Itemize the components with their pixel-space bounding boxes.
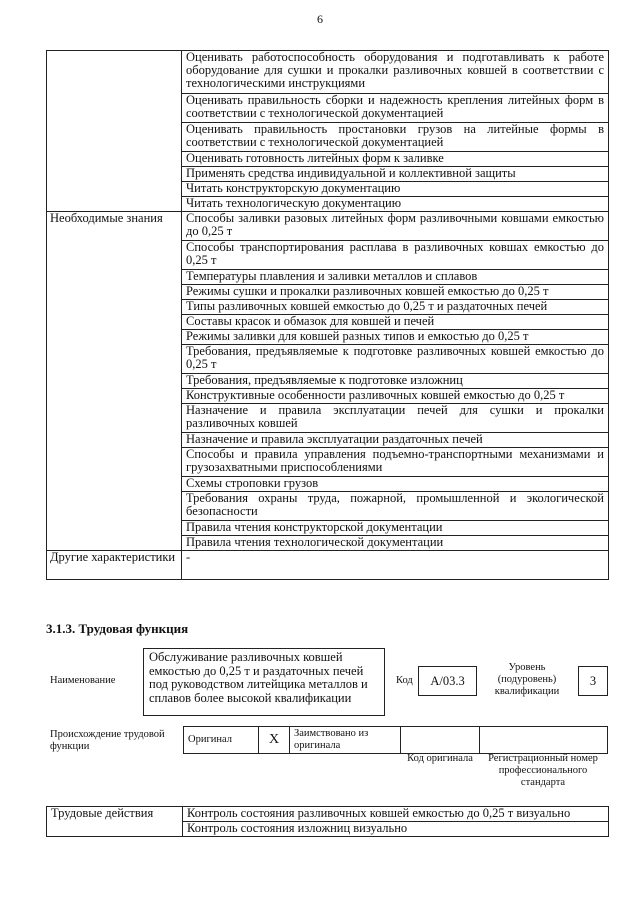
skills-knowledge-table (46, 50, 609, 580)
original-label: Оригинал (184, 727, 259, 754)
qualification-level-label: Уровень (подуровень) квалификации (494, 662, 560, 697)
section-title: 3.1.3. Трудовая функция (46, 621, 189, 636)
other-characteristics-label: Другие характеристики (47, 551, 182, 580)
knowledge-row: Требования, предъявляемые к подготовке разливочных ковшей емкостью до 0,25 т (182, 345, 609, 374)
knowledge-row: Режимы сушки и прокалки разливочных ковшей емкостью до 0,25 т (182, 285, 609, 300)
knowledge-row: Назначение и правила эксплуатации печей для сушки и прокалки разливочных ковшей (182, 404, 609, 433)
skill-row: Читать конструкторскую документацию (182, 182, 609, 197)
origin-table (183, 726, 608, 754)
borrowed-label: Заимствовано из оригинала (290, 727, 401, 754)
knowledge-row: Способы транспортирования расплава в разливочных ковшах емкостью до 0,25 т (182, 241, 609, 270)
origin-label: Происхождение трудовой функции (50, 729, 165, 752)
knowledge-row: Правила чтения конструкторской документации (182, 521, 609, 536)
knowledge-row: Составы красок и обмазок для ковшей и печей (182, 315, 609, 330)
actions-label: Трудовые действия (47, 807, 183, 837)
skill-row: Применять средства индивидуальной и коллективной защиты (182, 167, 609, 182)
origin-code-label: Код оригинала (407, 753, 473, 764)
knowledge-row: Типы разливочных ковшей емкостью до 0,25 т и раздаточных печей (182, 300, 609, 315)
actions-table (46, 806, 609, 837)
knowledge-row: Правила чтения технологической документации (182, 536, 609, 551)
name-label: Наименование (50, 675, 116, 686)
page-number: 6 (317, 12, 323, 26)
code-label: Код (396, 675, 413, 686)
knowledge-row: Конструктивные особенности разливочных ковшей емкостью до 0,25 т (182, 389, 609, 404)
function-code-box: A/03.3 (418, 666, 477, 696)
knowledge-row: Способы и правила управления подъемно-транспортными механизмами и грузозахватными приспособлениями (182, 448, 609, 477)
function-name-box: Обслуживание разливочных ковшей емкостью до 0,25 т и раздаточных печей под руководством литейщика металлов и сплавов более высокой квалификации (143, 648, 385, 716)
skill-row: Оценивать готовность литейных форм к заливке (182, 152, 609, 167)
knowledge-row: Режимы заливки для ковшей разных типов и емкостью до 0,25 т (182, 330, 609, 345)
continued-label-cell (47, 51, 182, 212)
knowledge-row: Требования, предъявляемые к подготовке изложниц (182, 374, 609, 389)
knowledge-row: Температуры плавления и заливки металлов и сплавов (182, 270, 609, 285)
knowledge-row: Назначение и правила эксплуатации раздаточных печей (182, 433, 609, 448)
skill-row: Оценивать правильность простановки грузов на литейные формы в соответствии с технологической документацией (182, 123, 609, 152)
action-row: Контроль состояния разливочных ковшей емкостью до 0,25 т визуально (183, 807, 609, 822)
qualification-level-box: 3 (578, 666, 608, 696)
skill-row: Читать технологическую документацию (182, 197, 609, 212)
other-characteristics-value: - (182, 551, 609, 580)
knowledge-row: Схемы строповки грузов (182, 477, 609, 492)
original-mark: X (259, 727, 290, 754)
skill-row: Оценивать работоспособность оборудования и подготавливать к работе оборудование для сушки и прокалки разливочных ковшей в соответствии с технологическими инструкциями (182, 51, 609, 94)
reg-number-label: Регистрационный номер профессионального стандарта (488, 753, 598, 788)
reg-number-cell (480, 727, 608, 754)
knowledge-row: Способы заливки разовых литейных форм разливочными ковшами емкостью до 0,25 т (182, 212, 609, 241)
knowledge-label: Необходимые знания (47, 212, 182, 551)
skill-row: Оценивать правильность сборки и надежность крепления литейных форм в соответствии с технологической документацией (182, 94, 609, 123)
knowledge-row: Требования охраны труда, пожарной, промышленной и экологической безопасности (182, 492, 609, 521)
origin-code-cell (401, 727, 480, 754)
action-row: Контроль состояния изложниц визуально (183, 822, 609, 837)
